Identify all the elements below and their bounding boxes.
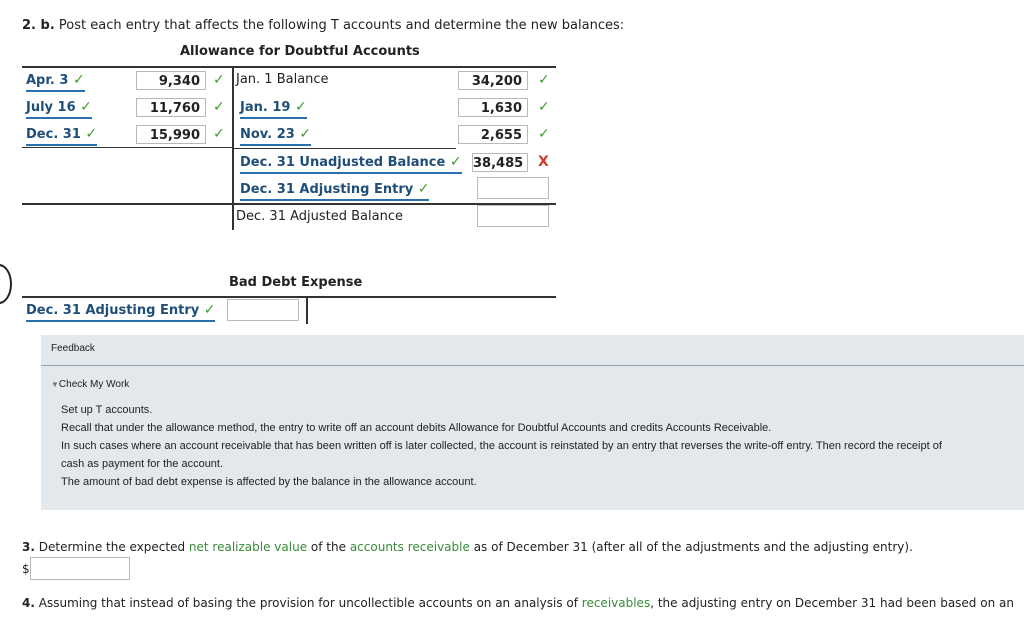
- debit-amount-dec31[interactable]: 15,990: [136, 125, 206, 144]
- allowance-t-top-line: [22, 66, 556, 68]
- credit-label-nov23[interactable]: Nov. 23 ✓: [240, 126, 311, 146]
- credit-label-jan19[interactable]: Jan. 19 ✓: [240, 99, 307, 119]
- debit-amount-jul16[interactable]: 11,760: [136, 98, 206, 117]
- question-3-prompt: 3. Determine the expected net realizable value of the accounts receivable as of December 31 (after all of the adjustments and the adjusting entry).: [22, 540, 913, 554]
- credit-amount-adjusted-input[interactable]: [477, 205, 549, 227]
- net-realizable-value-link[interactable]: net realizable value: [188, 540, 308, 554]
- credit-amount-adjusting-input[interactable]: [477, 177, 549, 199]
- currency-symbol: $: [22, 562, 30, 576]
- feedback-line: In such cases where an account receivable that has been written off is later collected, the account is reinstated by an entry that reverses the write-off entry. Then record the receipt of: [61, 440, 942, 452]
- check-icon: ✓: [538, 72, 550, 88]
- debit-amount-apr3[interactable]: 9,340: [136, 71, 206, 90]
- circle-fragment-icon: [0, 264, 12, 304]
- feedback-panel: [41, 335, 1024, 510]
- feedback-line: Set up T accounts.: [61, 404, 153, 416]
- feedback-divider: [41, 365, 1024, 366]
- debit-label-jul16[interactable]: July 16 ✓: [26, 99, 92, 119]
- bad-debt-debit-label[interactable]: Dec. 31 Adjusting Entry ✓: [26, 302, 215, 322]
- credit-label-jan1: Jan. 1 Balance: [236, 72, 329, 87]
- credit-subtotal-line: [232, 148, 456, 149]
- credit-amount-jan1[interactable]: 34,200: [458, 71, 528, 90]
- feedback-line: cash as payment for the account.: [61, 458, 224, 470]
- accounts-receivable-link[interactable]: accounts receivable: [349, 540, 470, 554]
- check-icon: ✓: [213, 126, 225, 142]
- check-icon: ✓: [213, 72, 225, 88]
- bad-debt-t-top-line: [22, 296, 556, 298]
- credit-amount-jan19[interactable]: 1,630: [458, 98, 528, 117]
- debit-label-apr3[interactable]: Apr. 3 ✓: [26, 72, 85, 92]
- feedback-line: Recall that under the allowance method, the entry to write off an account debits Allowance for Doubtful Accounts and credits Accounts Receivable.: [61, 422, 772, 434]
- net-realizable-value-input[interactable]: [30, 557, 130, 580]
- allowance-balance-line: [22, 203, 556, 205]
- triangle-down-icon: ▼: [51, 380, 59, 389]
- check-icon: ✓: [538, 126, 550, 142]
- credit-label-unadjusted[interactable]: Dec. 31 Unadjusted Balance ✓: [240, 154, 462, 174]
- debit-label-dec31[interactable]: Dec. 31 ✓: [26, 126, 97, 146]
- credit-label-adjusting[interactable]: Dec. 31 Adjusting Entry ✓: [240, 181, 429, 201]
- check-icon: ✓: [538, 99, 550, 115]
- feedback-header: Feedback: [51, 343, 95, 354]
- debit-subtotal-line: [22, 147, 234, 148]
- feedback-line: The amount of bad debt expense is affected by the balance in the allowance account.: [61, 476, 477, 488]
- cross-icon: X: [538, 154, 549, 170]
- question-4-prompt: 4. Assuming that instead of basing the provision for uncollectible accounts on an analysis of receivables, the adjusting entry on December 31 had been based on an: [22, 596, 1014, 610]
- credit-amount-nov23[interactable]: 2,655: [458, 125, 528, 144]
- receivables-link[interactable]: receivables: [581, 596, 651, 610]
- bad-debt-title: Bad Debt Expense: [229, 275, 363, 290]
- credit-label-adjusted: Dec. 31 Adjusted Balance: [236, 209, 403, 224]
- check-icon: ✓: [213, 99, 225, 115]
- credit-amount-unadjusted[interactable]: 38,485: [472, 153, 528, 172]
- question-text: Post each entry that affects the following T accounts and determine the new balances:: [58, 18, 625, 33]
- check-my-work-toggle[interactable]: ▼Check My Work: [51, 379, 130, 390]
- bad-debt-debit-input[interactable]: [227, 299, 299, 321]
- question-2b-prompt: [22, 18, 624, 33]
- question-number: 2. b.: [22, 18, 55, 33]
- bad-debt-t-center-line: [306, 298, 308, 324]
- allowance-title: Allowance for Doubtful Accounts: [180, 44, 420, 59]
